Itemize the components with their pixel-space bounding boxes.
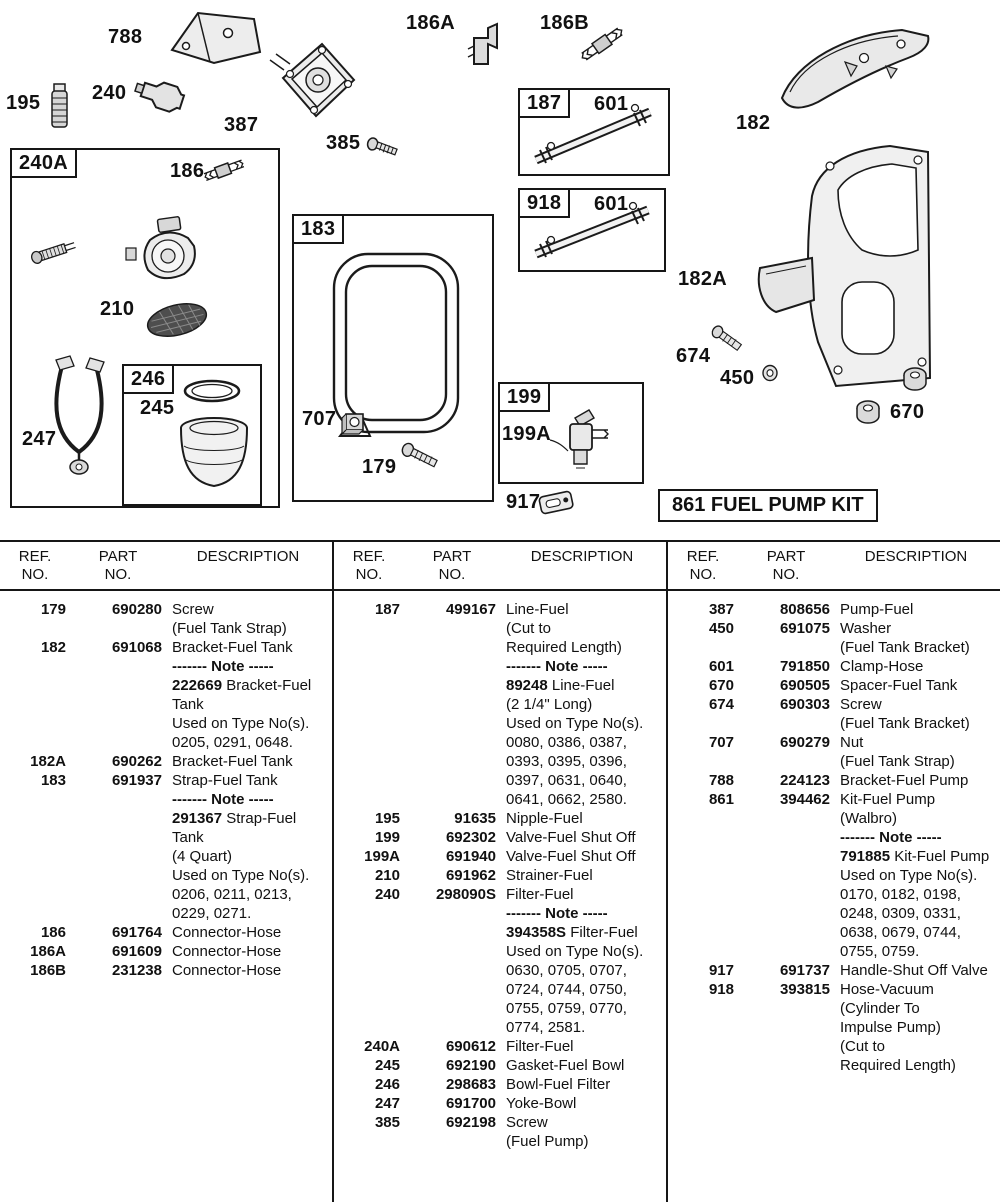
header-ref: REF. NO. [18, 548, 52, 583]
table-row-246 [338, 1075, 662, 1094]
description: Valve-Fuel Shut Off [506, 829, 636, 846]
description: Hose-Vacuum (Cylinder To Impulse Pump) (Cut to Required Length) [840, 981, 956, 1074]
ref-no: 247 [374, 1095, 400, 1112]
callout-385: 385 [326, 132, 361, 154]
callout-601: 601 [594, 193, 629, 215]
parts-table [0, 540, 1000, 1202]
header-desc: DESCRIPTION [530, 548, 634, 565]
table-row-179 [4, 600, 328, 638]
description: Connector-Hose [172, 943, 282, 960]
callout-186b: 186B [540, 12, 590, 34]
description: Handle-Shut Off Valve [840, 962, 988, 979]
callout-788: 788 [108, 26, 143, 48]
part-no: 691737 [779, 962, 830, 979]
header-part: PART NO. [98, 548, 138, 583]
table-row-917 [672, 961, 996, 980]
ref-no: 674 [708, 696, 734, 713]
table-rows [334, 591, 666, 1151]
callout-199: 199 [498, 382, 550, 412]
table-header [0, 542, 332, 591]
ref-no: 210 [374, 867, 400, 884]
part-no: 690505 [779, 677, 830, 694]
ref-no: 246 [374, 1076, 400, 1093]
table-column-3 [666, 542, 1000, 1202]
table-row-182 [4, 638, 328, 752]
part-182-bracket-illustration [782, 30, 928, 108]
part-195-nipple-illustration [52, 84, 67, 127]
description: Connector-Hose [172, 924, 282, 941]
table-row-245 [338, 1056, 662, 1075]
part-no: 91635 [454, 810, 496, 827]
ref-no: 187 [374, 601, 400, 618]
description: Bracket-Fuel Tank ------- Note ----- 222669 Bracket-Fuel Tank Used on Type No(s). 0205, 0291, 0648. [172, 639, 312, 751]
table-row-240 [338, 885, 662, 1037]
part-no: 499167 [445, 601, 496, 618]
callout-246: 246 [122, 364, 174, 394]
header-ref: REF. NO. [686, 548, 720, 583]
description: Yoke-Bowl [506, 1095, 577, 1112]
callout-179: 179 [362, 456, 397, 478]
part-no: 692198 [445, 1114, 496, 1131]
callout-186a: 186A [406, 12, 456, 34]
description: Gasket-Fuel Bowl [506, 1057, 625, 1074]
ref-no: 240A [364, 1038, 400, 1055]
table-row-450 [672, 619, 996, 657]
part-674-screw-illustration [710, 324, 744, 351]
table-row-670 [672, 676, 996, 695]
ref-no: 195 [374, 810, 400, 827]
callout-182: 182 [736, 112, 771, 134]
part-no: 692302 [445, 829, 496, 846]
description: Bowl-Fuel Filter [506, 1076, 611, 1093]
part-no: 691962 [445, 867, 496, 884]
callout-187: 187 [518, 88, 570, 118]
ref-no: 240 [374, 886, 400, 903]
description: Nut (Fuel Tank Strap) [840, 734, 955, 770]
part-no: 298090S [435, 886, 496, 903]
table-row-674 [672, 695, 996, 733]
ref-no: 182 [40, 639, 66, 656]
part-450-washer-illustration [763, 366, 777, 381]
ref-no: 670 [708, 677, 734, 694]
ref-no: 179 [40, 601, 66, 618]
description: Washer (Fuel Tank Bracket) [840, 620, 970, 656]
callout-450: 450 [720, 367, 755, 389]
ref-no: 186B [30, 962, 66, 979]
description: Strap-Fuel Tank ------- Note ----- 291367 Strap-Fuel Tank (4 Quart) Used on Type No(s). 0206, 0211, 0213, 0229, 0271. [172, 772, 310, 922]
ref-no: 186A [30, 943, 66, 960]
table-row-788 [672, 771, 996, 790]
part-240-filter-illustration [132, 75, 186, 115]
table-row-385 [338, 1113, 662, 1151]
table-row-387 [672, 600, 996, 619]
description: Bracket-Fuel Tank [172, 753, 293, 770]
description: Nipple-Fuel [506, 810, 583, 827]
description: Pump-Fuel [840, 601, 914, 618]
table-row-186a [4, 942, 328, 961]
part-no: 224123 [779, 772, 830, 789]
callout-247: 247 [22, 428, 57, 450]
part-670-spacer-illustration [857, 401, 879, 423]
description: Bracket-Fuel Pump [840, 772, 969, 789]
description: Clamp-Hose [840, 658, 924, 675]
part-182a-bracket-illustration [759, 146, 930, 386]
ref-no: 788 [708, 772, 734, 789]
part-no: 791850 [779, 658, 830, 675]
ref-no: 601 [708, 658, 734, 675]
description: Screw (Fuel Tank Bracket) [840, 696, 970, 732]
part-no: 690303 [779, 696, 830, 713]
ref-no: 199A [364, 848, 400, 865]
description: Valve-Fuel Shut Off [506, 848, 636, 865]
callout-199a: 199A [502, 423, 552, 445]
ref-no: 199 [374, 829, 400, 846]
callout-601: 601 [594, 93, 629, 115]
ref-no: 183 [40, 772, 66, 789]
callout-183: 183 [292, 214, 344, 244]
ref-no: 387 [708, 601, 734, 618]
part-no: 691075 [779, 620, 830, 637]
part-788-bracket-illustration [172, 13, 260, 63]
table-column-1 [0, 542, 332, 1202]
description: Filter-Fuel ------- Note ----- 394358S Filter-Fuel Used on Type No(s). 0630, 0705, 0707, 0724, 0744, 0750, 0755, 0759, 0770, 0774, 2581. [506, 886, 644, 1036]
callout-245: 245 [140, 397, 175, 419]
callout-918: 918 [518, 188, 570, 218]
header-desc: DESCRIPTION [196, 548, 300, 565]
part-no: 691068 [111, 639, 162, 656]
table-header [334, 542, 666, 591]
part-no: 690262 [111, 753, 162, 770]
table-row-183 [4, 771, 328, 923]
part-no: 298683 [445, 1076, 496, 1093]
part-no: 690280 [111, 601, 162, 618]
table-row-195 [338, 809, 662, 828]
description: Kit-Fuel Pump (Walbro) ------- Note ----- 791885 Kit-Fuel Pump Used on Type No(s). 0170, 0182, 0198, 0248, 0309, 0331, 0638, 0679, 0744, 0755, 0759. [840, 791, 990, 960]
table-row-186b [4, 961, 328, 980]
header-part: PART NO. [766, 548, 806, 583]
callout-210: 210 [100, 298, 135, 320]
callout-917: 917 [506, 491, 541, 513]
table-row-601 [672, 657, 996, 676]
part-no: 691937 [111, 772, 162, 789]
header-ref: REF. NO. [352, 548, 386, 583]
part-no: 691700 [445, 1095, 496, 1112]
part-670-spacer-illustration [904, 368, 926, 390]
ref-no: 918 [708, 981, 734, 998]
table-header [668, 542, 1000, 591]
table-row-210 [338, 866, 662, 885]
description: Strainer-Fuel [506, 867, 593, 884]
table-row-186 [4, 923, 328, 942]
callout-707: 707 [302, 408, 337, 430]
part-917-handle-illustration [539, 491, 574, 514]
part-no: 692190 [445, 1057, 496, 1074]
exploded-parts-diagram [0, 0, 1000, 540]
ref-no: 182A [30, 753, 66, 770]
callout-186: 186 [170, 160, 205, 182]
ref-no: 917 [708, 962, 734, 979]
part-387-fuel-pump-illustration [270, 44, 354, 116]
table-column-2 [332, 542, 666, 1202]
part-no: 808656 [779, 601, 830, 618]
table-row-199 [338, 828, 662, 847]
ref-no: 707 [708, 734, 734, 751]
ref-no: 450 [708, 620, 734, 637]
kit-title: 861 FUEL PUMP KIT [658, 489, 878, 522]
part-385-screw-illustration [366, 137, 398, 155]
ref-no: 186 [40, 924, 66, 941]
table-row-707 [672, 733, 996, 771]
table-row-861 [672, 790, 996, 961]
description: Spacer-Fuel Tank [840, 677, 958, 694]
callout-240a: 240A [10, 148, 77, 178]
table-row-182a [4, 752, 328, 771]
description: Screw (Fuel Tank Strap) [172, 601, 287, 637]
description: Connector-Hose [172, 962, 282, 979]
part-no: 231238 [111, 962, 162, 979]
part-186a-elbow-connector-illustration [468, 24, 497, 64]
part-no: 690279 [779, 734, 830, 751]
description: Screw (Fuel Pump) [506, 1114, 589, 1150]
callout-674: 674 [676, 345, 711, 367]
part-no: 691609 [111, 943, 162, 960]
header-desc: DESCRIPTION [864, 548, 968, 565]
ref-no: 861 [708, 791, 734, 808]
ref-no: 245 [374, 1057, 400, 1074]
part-no: 393815 [779, 981, 830, 998]
table-rows [0, 591, 332, 980]
part-no: 691940 [445, 848, 496, 865]
table-row-240a [338, 1037, 662, 1056]
ref-no: 385 [374, 1114, 400, 1131]
callout-240: 240 [92, 82, 127, 104]
header-part: PART NO. [432, 548, 472, 583]
part-no: 690612 [445, 1038, 496, 1055]
part-no: 691764 [111, 924, 162, 941]
part-no: 394462 [779, 791, 830, 808]
callout-387: 387 [224, 114, 259, 136]
callout-670: 670 [890, 401, 925, 423]
callout-182a: 182A [678, 268, 728, 290]
description: Filter-Fuel [506, 1038, 574, 1055]
table-row-187 [338, 600, 662, 809]
table-row-918 [672, 980, 996, 1075]
description: Line-Fuel (Cut to Required Length) ------- Note ----- 89248 Line-Fuel (2 1/4" Long) Used on Type No(s). 0080, 0386, 0387, 0393, 0395, 0396, 0397, 0631, 0640, 0641, 0662, 2580. [506, 601, 644, 808]
table-row-199a [338, 847, 662, 866]
callout-195: 195 [6, 92, 41, 114]
table-rows [668, 591, 1000, 1075]
table-row-247 [338, 1094, 662, 1113]
